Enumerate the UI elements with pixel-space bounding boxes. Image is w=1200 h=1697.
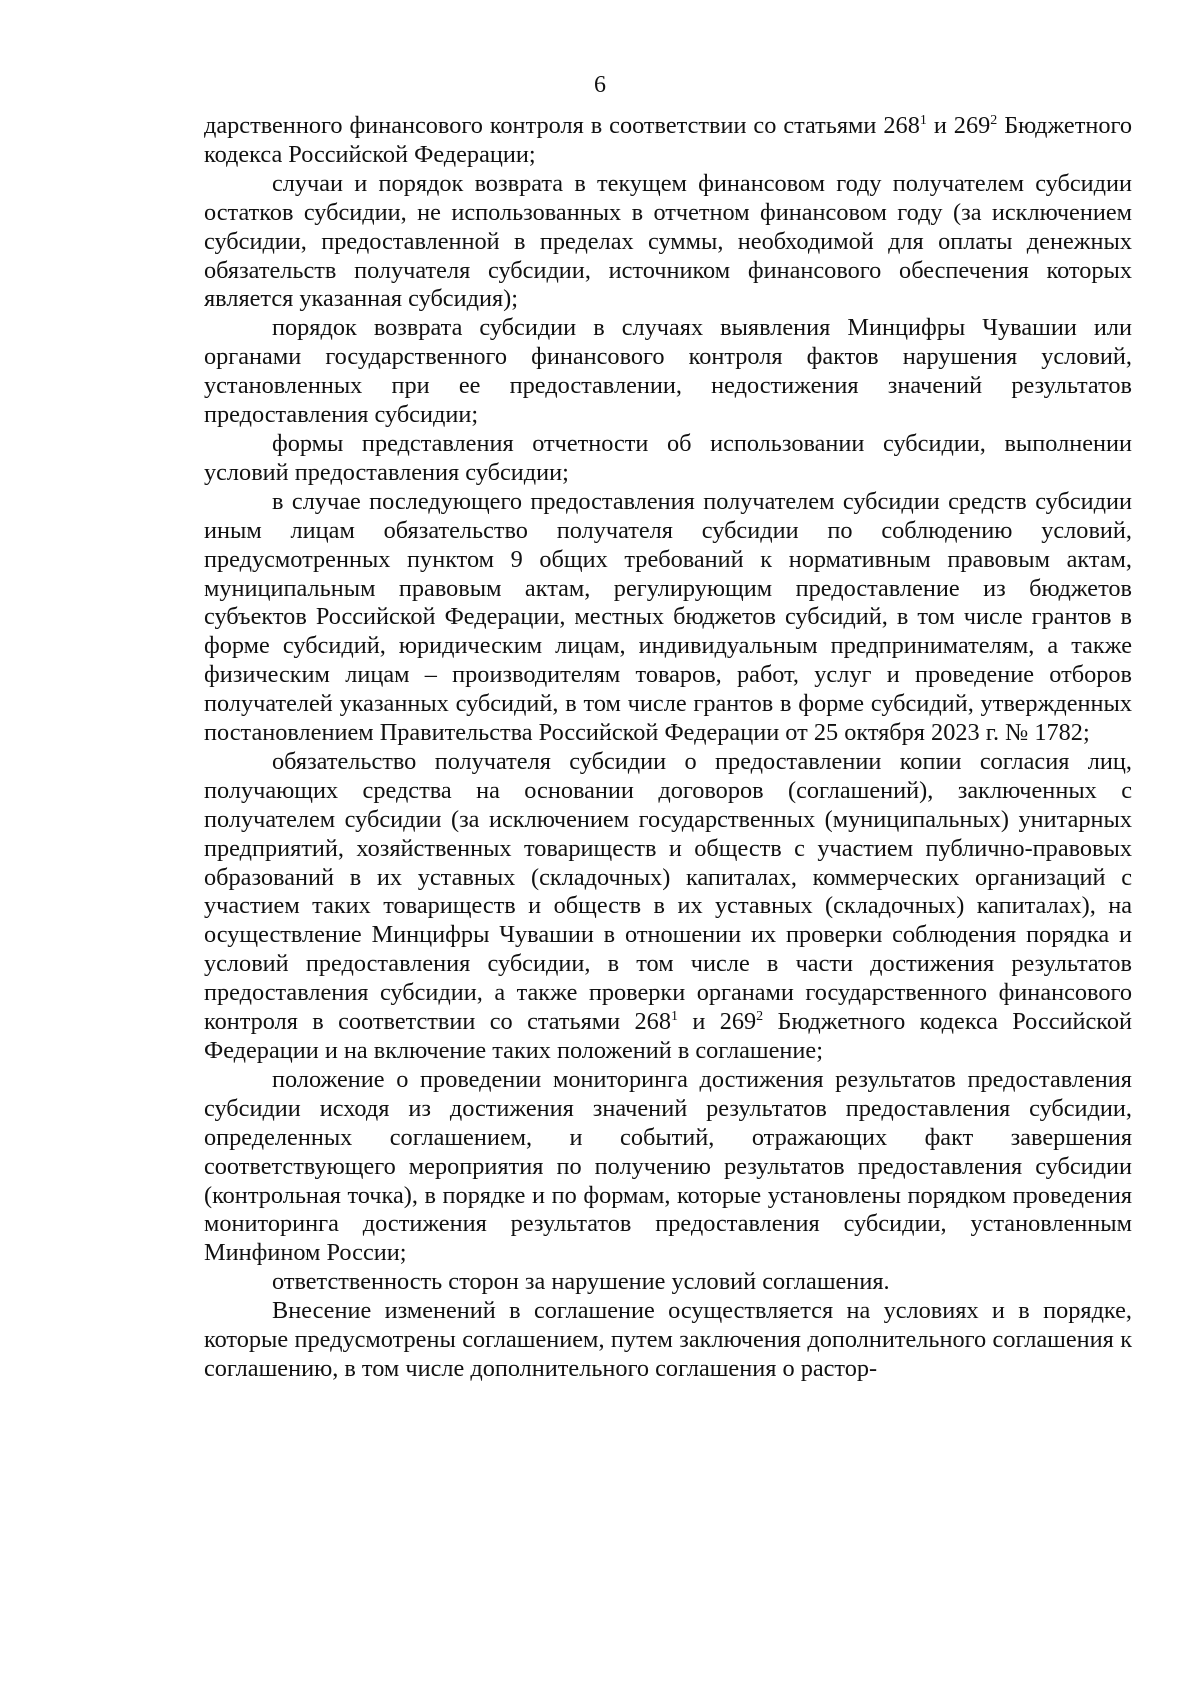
paragraph [204, 112, 1132, 170]
paragraph [204, 1066, 1132, 1268]
superscript: 2 [990, 113, 998, 128]
document-body [204, 112, 1132, 1384]
paragraph-text: Внесение изменений в соглашение осуществляется на условиях и в порядке, которые предусмотрены соглашением, путем заключения дополнительного соглашения к соглашению, в том числе дополнительного соглашения о растор- [204, 1297, 1132, 1382]
paragraph [204, 1297, 1132, 1384]
paragraph-text: Бюджетного кодекса Российской Федерации; [204, 112, 1132, 168]
paragraph [204, 314, 1132, 430]
paragraph-text: случаи и порядок возврата в текущем финансовом году получателем субсидии остатков субсидии, не использованных в отчетном финансовом году (за исключением субсидии, предоставленной в пределах суммы, необходимой для оплаты денежных обязательств получателя субсидии, источником финансового обеспечения которых является указанная субсидия); [204, 169, 1132, 313]
superscript: 2 [756, 1009, 764, 1025]
paragraph [204, 170, 1132, 315]
page-number: 6 [594, 72, 606, 98]
paragraph [204, 488, 1132, 748]
paragraph-text: ответственность сторон за нарушение условий соглашения. [272, 1268, 890, 1296]
paragraph [204, 430, 1132, 488]
superscript: 1 [670, 1009, 678, 1025]
paragraph-text: формы представления отчетности об использовании субсидии, выполнении условий предоставления субсидии; [204, 429, 1132, 486]
superscript: 1 [919, 113, 927, 128]
paragraph-text: и 269 [677, 1008, 757, 1036]
paragraph [204, 748, 1132, 1066]
paragraph-text: порядок возврата субсидии в случаях выявления Минцифры Чувашии или органами государственного финансового контроля фактов нарушения условий, установленных при ее предоставлении, недостижения значений результатов предоставления субсидии; [204, 314, 1132, 429]
paragraph-text: в случае последующего предоставления получателем субсидии средств субсидии иным лицам обязательство получателя субсидии по соблюдению условий, предусмотренных пунктом 9 общих требований к нормативным правовым актам, муниципальным правовым актам, регулирующим предоставление из бюджетов субъектов Российской Федерации, местных бюджетов субсидий, в том числе грантов в форме субсидий, юридическим лицам, индивидуальным предпринимателям, а также физическим лицам – производителям товаров, работ, услуг и проведение отборов получателей указанных субсидий, в том числе грантов в форме субсидий, утвержденных постановлением Правительства Российской Федерации от 25 октября 2023 г. № 1782; [204, 487, 1132, 747]
paragraph-text: дарственного финансового контроля в соответствии со статьями 268 [204, 112, 920, 139]
paragraph-text: обязательство получателя субсидии о предоставлении копии согласия лиц, получающих средства на основании договоров (соглашений), заключенных с получателем субсидии (за исключением государственных (муниципальных) унитарных предприятий, хозяйственных товариществ и обществ с участием публично-правовых образований в их уставных (складочных) капиталах, коммерческих организаций с участием таких товариществ и обществ в их уставных (складочных) капиталах), на осуществление Минцифры Чувашии в отношении их проверки соблюдения порядка и условий предоставления субсидии, в том числе в части достижения результатов предоставления субсидии, а также проверки органами государственного финансового контроля в соответствии со статьями 268 [204, 747, 1132, 1036]
paragraph-text: и 269 [926, 112, 991, 139]
paragraph [204, 1268, 1132, 1297]
paragraph-text: Бюджетного кодекса Российской Федерации и на включение таких положений в соглашение; [204, 1008, 1132, 1064]
paragraph-text: положение о проведении мониторинга достижения результатов предоставления субсидии исходя из достижения значений результатов предоставления субсидии, определенных соглашением, и событий, отражающих факт завершения соответствующего мероприятия по получению результатов предоставления субсидии (контрольная точка), в порядке и по формам, которые установлены порядком проведения мониторинга достижения результатов предоставления субсидии, установленным Минфином России; [204, 1065, 1132, 1267]
